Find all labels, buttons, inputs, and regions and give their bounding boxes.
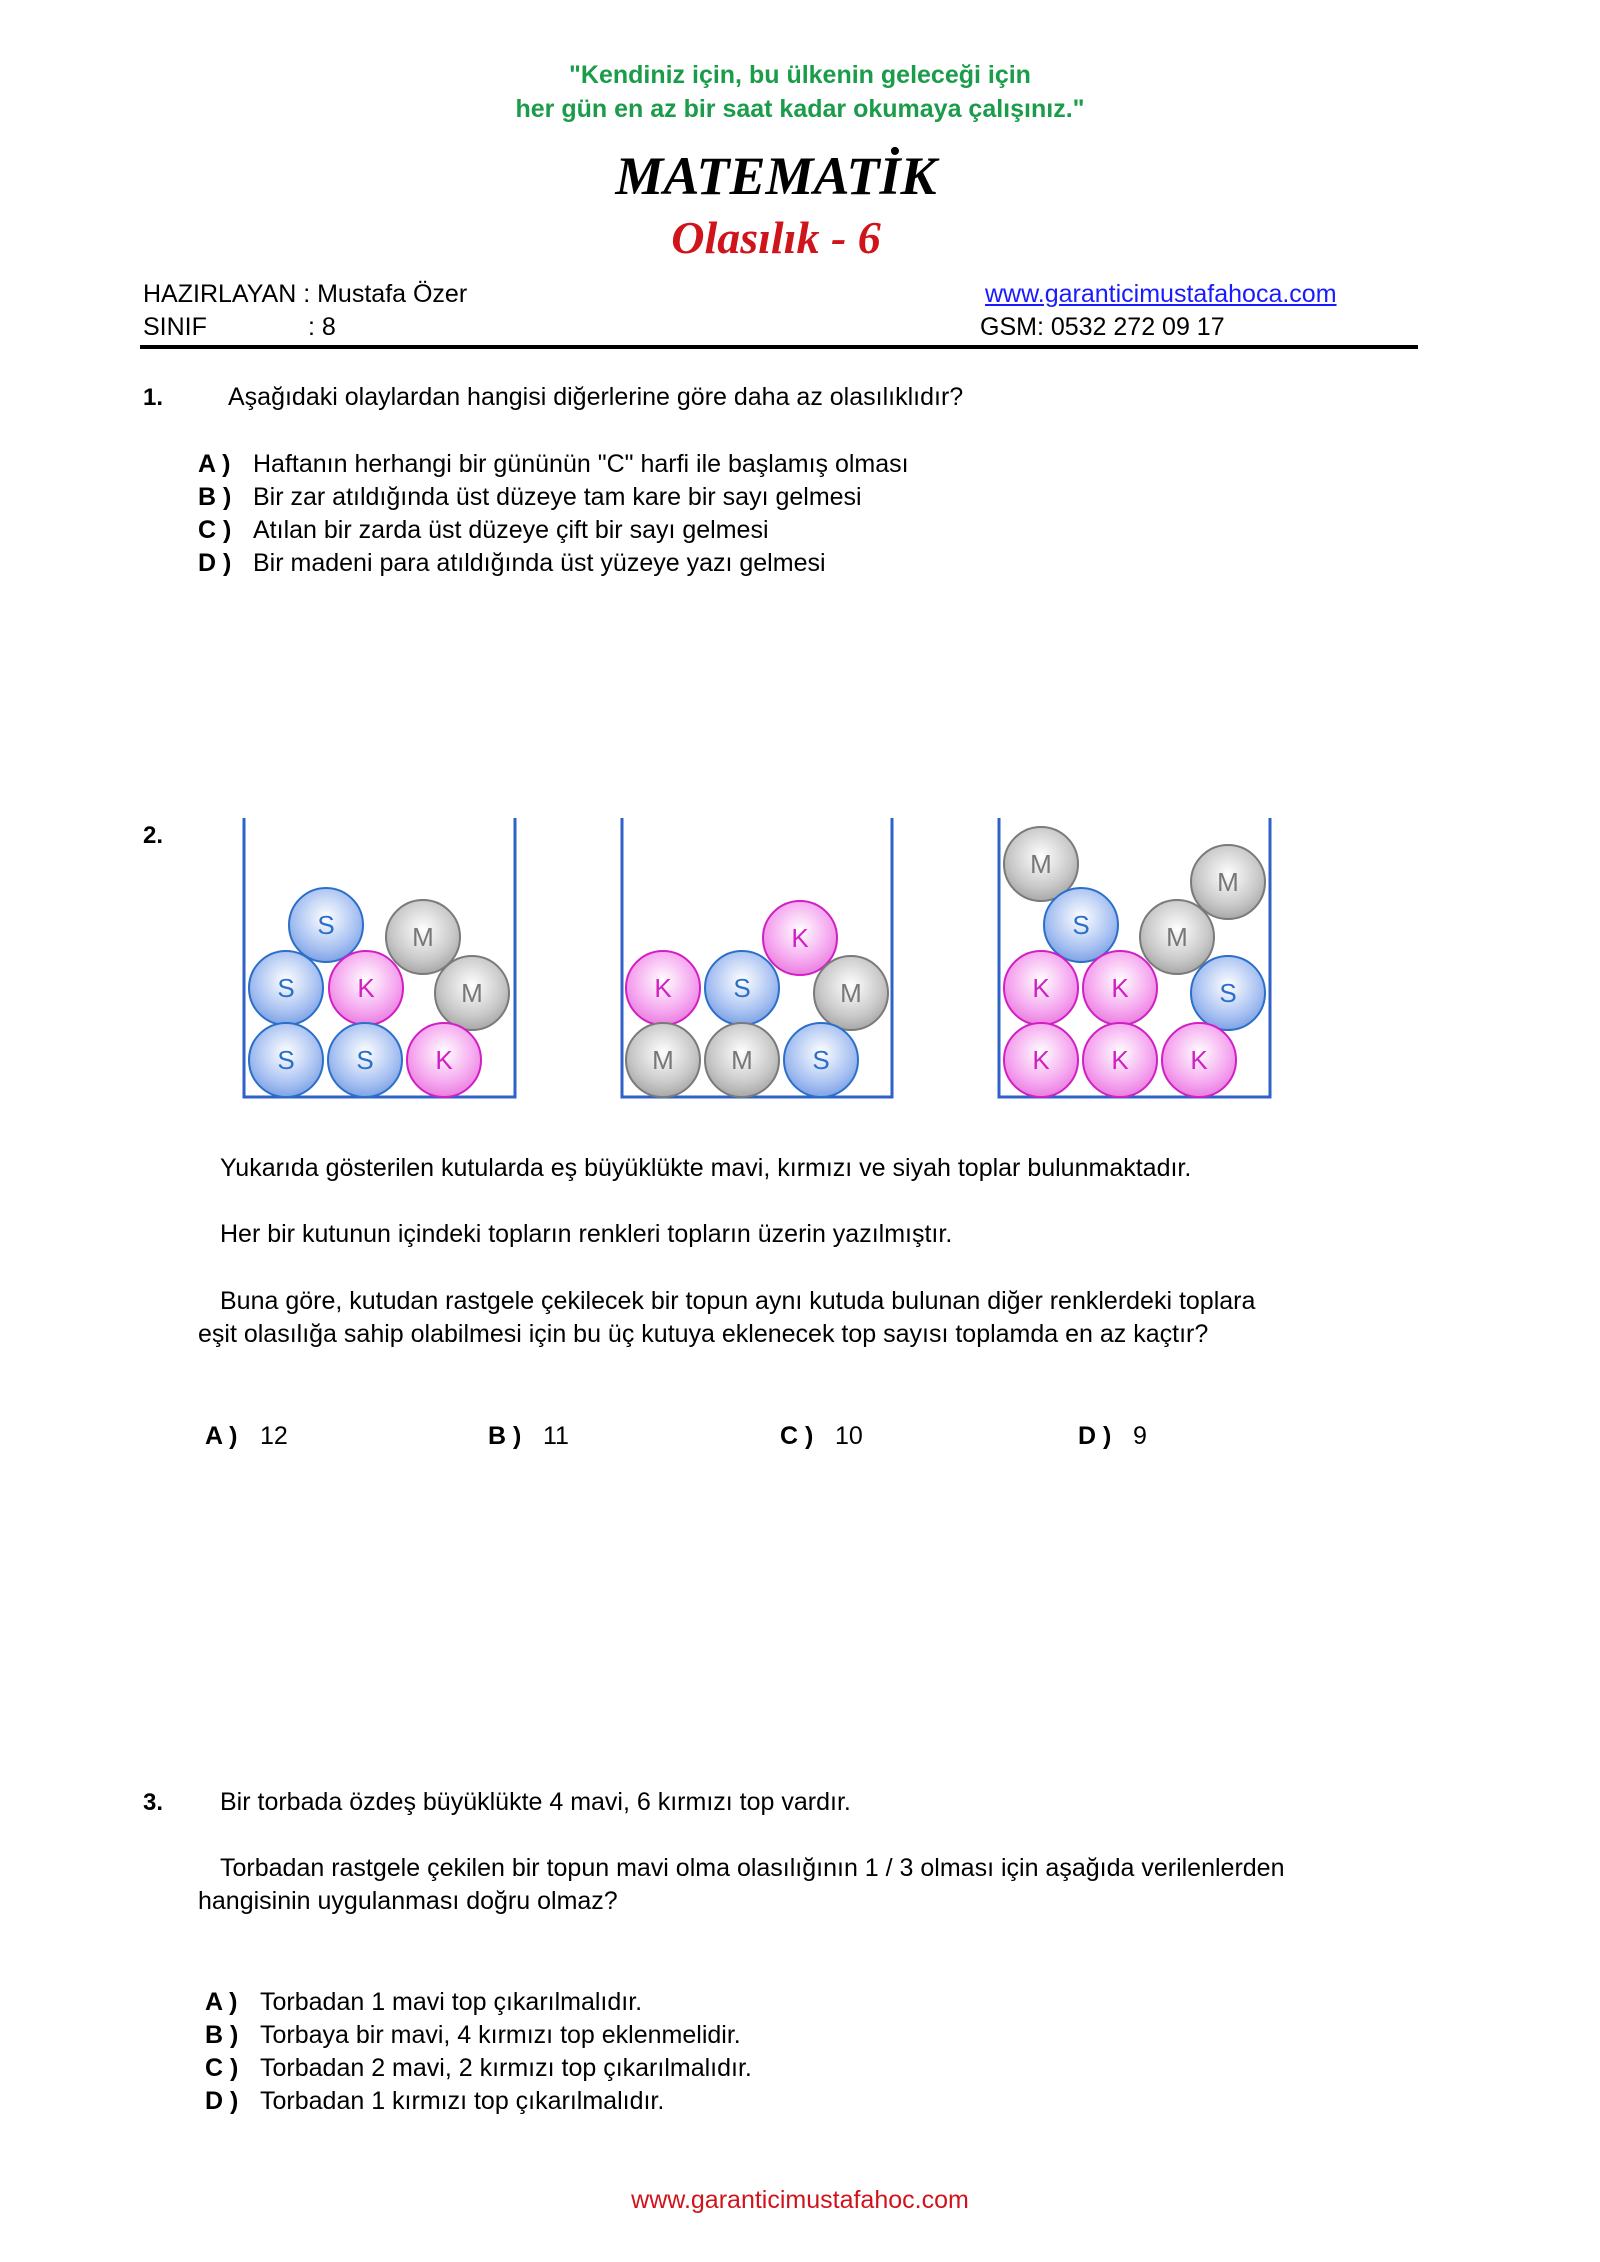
question-3-text: Bir torbada özdeş büyüklükte 4 mavi, 6 kırmızı top vardır.	[220, 1788, 851, 1816]
ball-red	[407, 1023, 481, 1097]
ball-label: K	[1032, 1045, 1050, 1075]
question-2-paragraph-3a: Buna göre, kutudan rastgele çekilecek bir topun aynı kutuda bulunan diğer renklerdeki toplara	[220, 1287, 1256, 1315]
website-link[interactable]: www.garanticimustafahoca.com	[985, 280, 1337, 308]
ball-label: K	[1190, 1045, 1208, 1075]
ball-red	[1083, 951, 1157, 1025]
ball-label: K	[1111, 1045, 1129, 1075]
option-label: D )	[198, 549, 232, 577]
option-text: Torbadan 2 mavi, 2 kırmızı top çıkarılmalıdır.	[260, 2054, 752, 2082]
question-2-paragraph-2: Her bir kutunun içindeki topların renkleri topların üzerin yazılmıştır.	[220, 1220, 953, 1248]
question-1-text: Aşağıdaki olaylardan hangisi diğerlerine göre daha az olasılıklıdır?	[228, 383, 964, 411]
ball-label: K	[1032, 973, 1050, 1003]
ball-label: S	[733, 973, 751, 1003]
ball-label: S	[1072, 910, 1090, 940]
question-3-paragraph-b: hangisinin uygulanması doğru olmaz?	[198, 1887, 618, 1915]
option-label: C )	[780, 1422, 814, 1450]
ball-red	[1004, 951, 1078, 1025]
ball-blue	[1044, 888, 1118, 962]
ball-red	[626, 951, 700, 1025]
ball-black	[705, 1023, 779, 1097]
ball-blue	[249, 951, 323, 1025]
ball-red	[1083, 1023, 1157, 1097]
question-3-option-a[interactable]	[205, 1986, 752, 2019]
motto-line-1: "Kendiniz için, bu ülkenin geleceği için	[569, 61, 1031, 89]
option-label: A )	[205, 1988, 238, 2016]
phone-number: GSM: 0532 272 09 17	[980, 313, 1225, 341]
ball-label: M	[1030, 849, 1052, 879]
option-label: A )	[198, 450, 231, 478]
question-1-number: 1.	[143, 384, 164, 411]
question-3-paragraph-a: Torbadan rastgele çekilen bir topun mavi olma olasılığının 1 / 3 olması için aşağıda verilenlerden	[220, 1854, 1285, 1882]
option-label: C )	[205, 2054, 239, 2082]
ball-blue	[249, 1023, 323, 1097]
option-text: Bir madeni para atıldığında üst yüzeye yazı gelmesi	[253, 549, 826, 577]
ball-red	[329, 951, 403, 1025]
ball-label: S	[812, 1045, 830, 1075]
motto-line-2: her gün en az bir saat kadar okumaya çalışınız."	[515, 95, 1085, 123]
question-2-option-a[interactable]	[205, 1420, 288, 1453]
ball-label: S	[356, 1045, 374, 1075]
ball-black	[1140, 900, 1214, 974]
option-text: 10	[835, 1422, 863, 1450]
ball-label: S	[277, 1045, 295, 1075]
ball-label: M	[412, 922, 434, 952]
class-label: SINIF	[143, 313, 207, 341]
question-2-option-b[interactable]	[488, 1420, 569, 1453]
option-label: D )	[205, 2087, 239, 2115]
option-label: B )	[205, 2021, 239, 2049]
balls-group	[249, 827, 1265, 1097]
ball-label: S	[1219, 978, 1237, 1008]
ball-label: K	[654, 973, 672, 1003]
question-2-paragraph-1: Yukarıda gösterilen kutularda eş büyüklükte mavi, kırmızı ve siyah toplar bulunmaktadır.	[220, 1154, 1192, 1182]
ball-label: M	[1217, 867, 1239, 897]
option-label: B )	[488, 1422, 522, 1450]
ball-black	[435, 956, 509, 1030]
ball-blue	[784, 1023, 858, 1097]
ball-boxes-figure	[0, 0, 1600, 1120]
question-2-paragraph-3b: eşit olasılığa sahip olabilmesi için bu üç kutuya eklenecek top sayısı toplamda en az kaçtır?	[198, 1320, 1209, 1348]
option-text: Haftanın herhangi bir gününün "C" harfi ile başlamış olması	[253, 450, 909, 478]
ball-label: M	[840, 978, 862, 1008]
option-text: Torbadan 1 mavi top çıkarılmalıdır.	[260, 1988, 643, 2016]
ball-blue	[328, 1023, 402, 1097]
option-text: Bir zar atıldığında üst düzeye tam kare bir sayı gelmesi	[253, 483, 862, 511]
option-text: Atılan bir zarda üst düzeye çift bir sayı gelmesi	[253, 516, 769, 544]
option-label: A )	[205, 1422, 238, 1450]
ball-label: M	[731, 1045, 753, 1075]
option-text: 9	[1133, 1422, 1147, 1450]
question-2-number: 2.	[143, 822, 164, 849]
ball-label: S	[277, 973, 295, 1003]
option-text: 12	[260, 1422, 288, 1450]
option-label: B )	[198, 483, 232, 511]
option-text: Torbaya bir mavi, 4 kırmızı top eklenmelidir.	[260, 2021, 741, 2049]
question-3-options	[205, 1986, 752, 2118]
author-label: HAZIRLAYAN : Mustafa Özer	[143, 280, 468, 308]
footer-website: www.garanticimustafahoc.com	[631, 2186, 969, 2214]
ball-red	[1162, 1023, 1236, 1097]
question-2-option-d[interactable]	[1078, 1420, 1147, 1453]
ball-blue	[289, 888, 363, 962]
ball-label: K	[357, 973, 375, 1003]
option-label: D )	[1078, 1422, 1112, 1450]
page-subtitle: Olasılık - 6	[671, 212, 881, 263]
ball-blue	[705, 951, 779, 1025]
ball-black	[1191, 845, 1265, 919]
question-3-number: 3.	[143, 1789, 164, 1816]
ball-label: K	[791, 923, 809, 953]
ball-label: K	[435, 1045, 453, 1075]
option-label: C )	[198, 516, 232, 544]
question-3-option-c[interactable]	[205, 2052, 752, 2085]
page-title: MATEMATİK	[615, 146, 937, 206]
ball-label: M	[461, 978, 483, 1008]
ball-label: S	[317, 910, 335, 940]
class-value: : 8	[308, 313, 336, 341]
ball-black	[626, 1023, 700, 1097]
ball-red	[1004, 1023, 1078, 1097]
option-text: Torbadan 1 kırmızı top çıkarılmalıdır.	[260, 2087, 665, 2115]
ball-blue	[1191, 956, 1265, 1030]
question-3-option-d[interactable]	[205, 2085, 752, 2118]
question-3-option-b[interactable]	[205, 2019, 752, 2052]
ball-red	[763, 901, 837, 975]
ball-label: M	[652, 1045, 674, 1075]
ball-label: M	[1166, 922, 1188, 952]
option-text: 11	[543, 1422, 569, 1450]
question-2-option-c[interactable]	[780, 1420, 863, 1453]
ball-black	[814, 956, 888, 1030]
ball-label: K	[1111, 973, 1129, 1003]
